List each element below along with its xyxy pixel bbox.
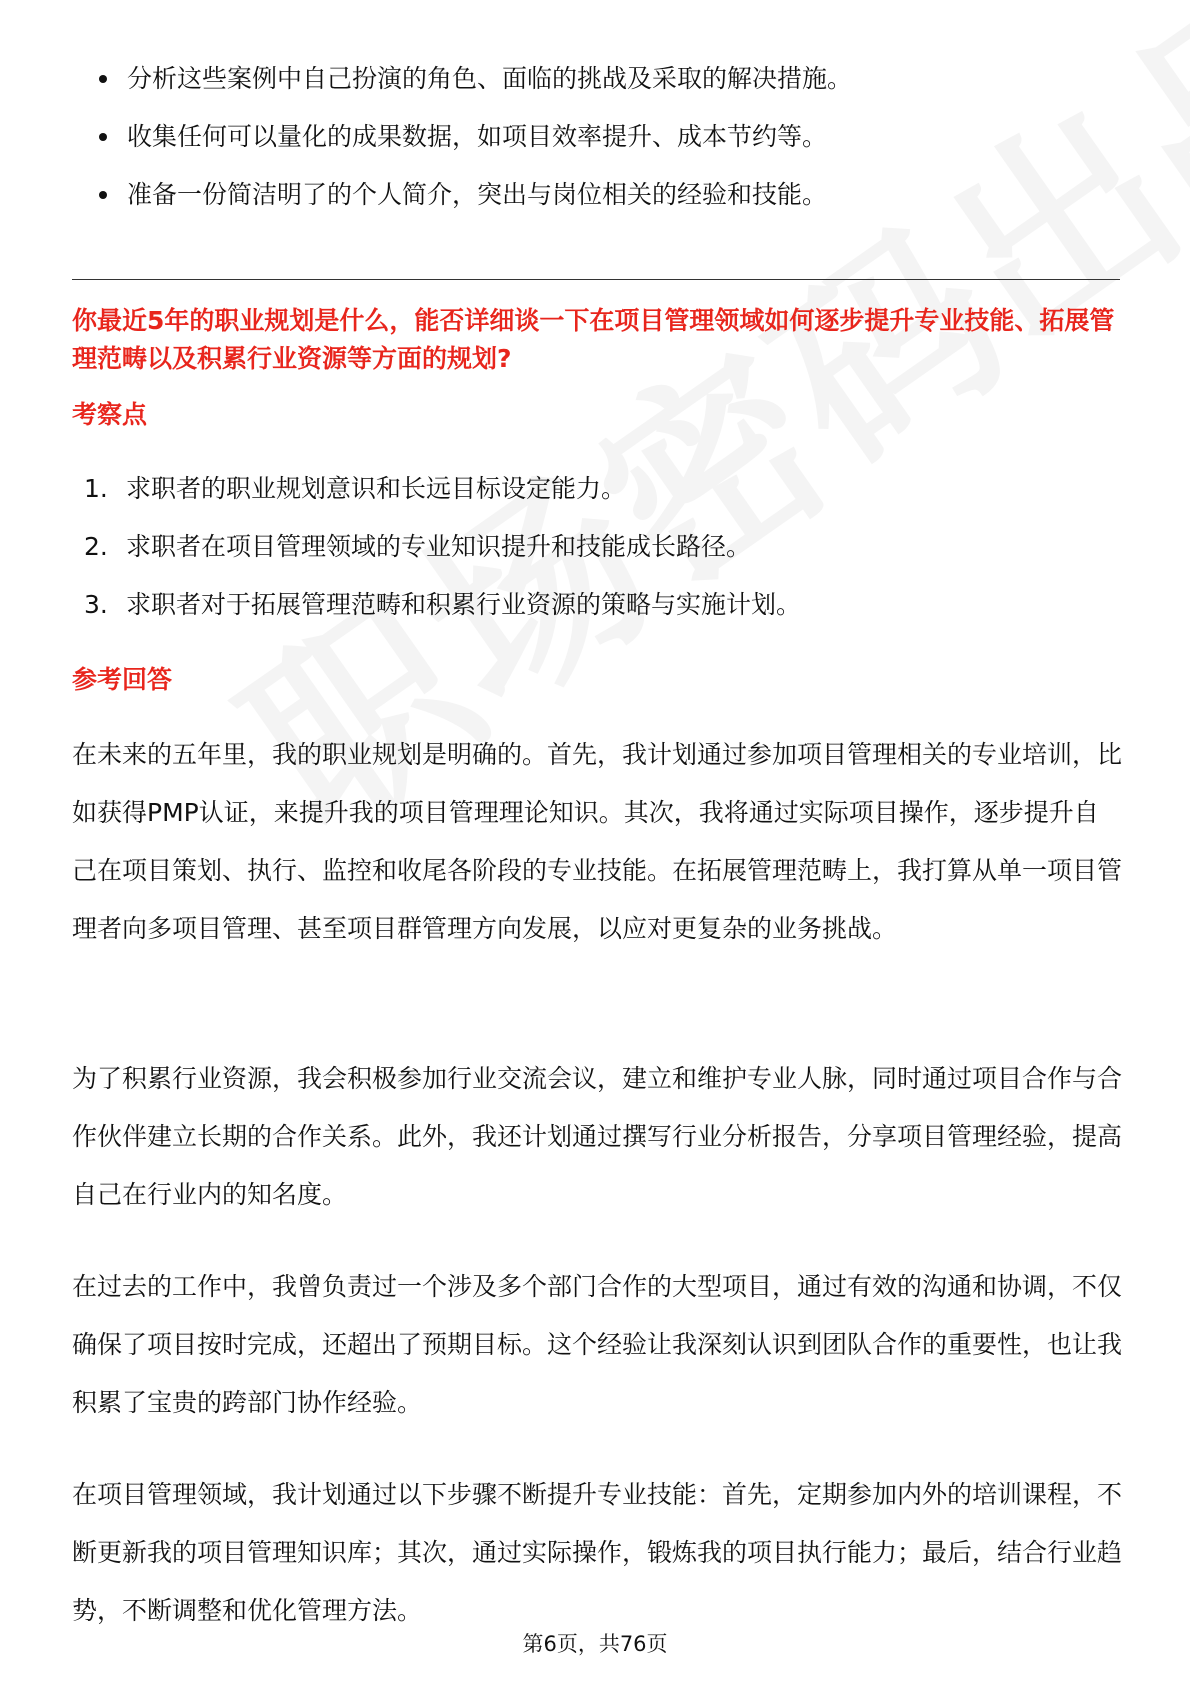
bullet-item [95, 62, 1115, 96]
item-number: 2. [84, 532, 108, 561]
answer-paragraph: 在未来的五年里，我的职业规划是明确的。首先，我计划通过参加项目管理相关的专业培训，比如获得PMP认证，来提升我的项目管理理论知识。其次，我将通过实际项目操作，逐步提升自己在项目策划、执行、监控和收尾各阶段的专业技能。在拓展管理范畴上，我打算从单一项目管理者向多项目管理、甚至项目群管理方向发展，以应对更复杂的业务挑战。 [72, 740, 1123, 943]
item-number: 3. [84, 590, 108, 619]
bullet-list [95, 62, 1115, 236]
page-number-footer: 第6页，共76页 [522, 1632, 668, 1656]
assessment-point [84, 588, 1114, 622]
bullet-item [95, 178, 1115, 212]
assessment-point [84, 472, 1114, 506]
bullet-dot-icon [99, 133, 107, 141]
item-text: 求职者的职业规划意识和长远目标设定能力。 [126, 474, 627, 503]
bullet-dot-icon [99, 75, 107, 83]
assessment-points-label: 考察点 [72, 400, 148, 429]
assessment-points-list [84, 472, 1114, 646]
item-number: 1. [84, 474, 108, 503]
assessment-point [84, 530, 1114, 564]
section-divider [72, 279, 1120, 280]
bullet-dot-icon [99, 191, 107, 199]
bullet-text: 收集任何可以量化的成果数据，如项目效率提升、成本节约等。 [127, 122, 828, 151]
item-text: 求职者对于拓展管理范畴和积累行业资源的策略与实施计划。 [126, 590, 802, 619]
reference-answer-label: 参考回答 [72, 665, 173, 694]
question-heading: 你最近5年的职业规划是什么，能否详细谈一下在项目管理领域如何逐步提升专业技能、拓展管理范畴以及积累行业资源等方面的规划? [72, 306, 1115, 373]
answer-paragraph: 在过去的工作中，我曾负责过一个涉及多个部门合作的大型项目，通过有效的沟通和协调，不仅确保了项目按时完成，还超出了预期目标。这个经验让我深刻认识到团队合作的重要性，也让我积累了宝贵的跨部门协作经验。 [72, 1272, 1123, 1417]
answer-paragraph: 为了积累行业资源，我会积极参加行业交流会议，建立和维护专业人脉，同时通过项目合作与合作伙伴建立长期的合作关系。此外，我还计划通过撰写行业分析报告，分享项目管理经验，提高自己在行业内的知名度。 [72, 1064, 1123, 1209]
bullet-text: 分析这些案例中自己扮演的角色、面临的挑战及采取的解决措施。 [127, 64, 853, 93]
item-text: 求职者在项目管理领域的专业知识提升和技能成长路径。 [126, 532, 752, 561]
bullet-text: 准备一份简洁明了的个人简介，突出与岗位相关的经验和技能。 [127, 180, 828, 209]
answer-paragraph: 在项目管理领域，我计划通过以下步骤不断提升专业技能：首先，定期参加内外的培训课程，不断更新我的项目管理知识库；其次，通过实际操作，锻炼我的项目执行能力；最后，结合行业趋势，不断调整和优化管理方法。 [72, 1480, 1123, 1625]
bullet-item [95, 120, 1115, 154]
